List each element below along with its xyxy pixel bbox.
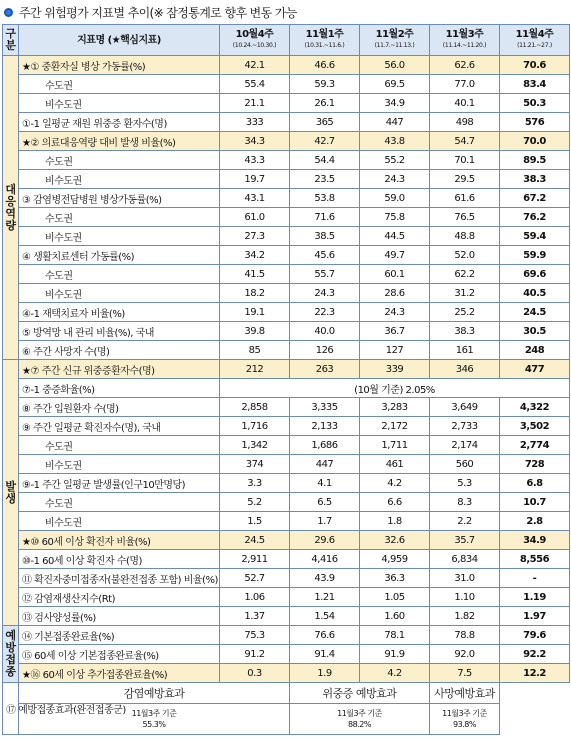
value-cell: 35.7 — [430, 531, 500, 550]
indicator-label: ①-1 일평균 재원 위중증 환자수(명) — [19, 113, 220, 132]
indicator-label: ⑥ 주간 사망자 수(명) — [19, 341, 220, 360]
indicator-label: 수도권 — [19, 208, 220, 227]
table-row — [3, 360, 570, 379]
value-cell: 728 — [500, 455, 570, 474]
table-row — [3, 474, 570, 493]
value-cell: 38.3 — [500, 170, 570, 189]
value-cell: 1.10 — [430, 588, 500, 607]
value-cell: 24.3 — [360, 170, 430, 189]
value-cell: 1.97 — [500, 607, 570, 626]
value-cell: 40.0 — [290, 322, 360, 341]
value-cell: 36.3 — [360, 569, 430, 588]
week-label: 11월3주 — [445, 29, 484, 40]
value-cell: 24.3 — [360, 303, 430, 322]
value-cell: 77.0 — [430, 75, 500, 94]
value-cell: 76.6 — [290, 626, 360, 645]
value-cell: 1,342 — [220, 436, 290, 455]
value-cell: 75.3 — [220, 626, 290, 645]
value-cell: 34.2 — [220, 246, 290, 265]
indicator-label: 비수도권 — [19, 455, 220, 474]
table-row — [3, 512, 570, 531]
value-cell: 8.3 — [430, 493, 500, 512]
table-row — [3, 132, 570, 151]
table-row — [3, 227, 570, 246]
value-cell: 61.6 — [430, 189, 500, 208]
page-title — [0, 0, 571, 24]
value-cell: 62.6 — [430, 56, 500, 75]
value-cell: 2,174 — [430, 436, 500, 455]
value-cell: 6.6 — [360, 493, 430, 512]
value-cell: 2.2 — [430, 512, 500, 531]
indicator-label: ⑬ 검사양성률(%) — [19, 607, 220, 626]
value-cell: 19.1 — [220, 303, 290, 322]
value-cell: 89.5 — [500, 151, 570, 170]
header-week — [220, 25, 290, 56]
value-cell: 2,172 — [360, 417, 430, 436]
value-cell: 2,911 — [220, 550, 290, 569]
value-cell: 34.3 — [220, 132, 290, 151]
table-row — [3, 341, 570, 360]
value-cell: 1.7 — [290, 512, 360, 531]
value-cell: 54.4 — [290, 151, 360, 170]
value-cell: 60.1 — [360, 265, 430, 284]
value-cell: 3,502 — [500, 417, 570, 436]
value-cell: 1.60 — [360, 607, 430, 626]
table-row — [3, 664, 570, 683]
vaccine-effect-basis: 11월3주 기준 — [442, 709, 487, 718]
value-cell: 71.6 — [290, 208, 360, 227]
indicator-label: 수도권 — [19, 151, 220, 170]
value-cell: 1.19 — [500, 588, 570, 607]
indicator-label: 비수도권 — [19, 227, 220, 246]
value-cell: 43.1 — [220, 189, 290, 208]
value-cell: 24.5 — [220, 531, 290, 550]
indicator-label: ③ 감염병전담병원 병상가동률(%) — [19, 189, 220, 208]
value-cell: 62.2 — [430, 265, 500, 284]
value-cell: 31.2 — [430, 284, 500, 303]
value-cell: 34.9 — [360, 94, 430, 113]
value-cell: 59.4 — [500, 227, 570, 246]
table-row — [3, 436, 570, 455]
table-row — [3, 189, 570, 208]
table-header-row — [3, 25, 570, 56]
value-cell: 212 — [220, 360, 290, 379]
indicator-label: ⑪ 확진자중미접종자(불완전접종 포함) 비율(%) — [19, 569, 220, 588]
value-cell: 461 — [360, 455, 430, 474]
value-cell: 55.7 — [290, 265, 360, 284]
value-cell: 36.7 — [360, 322, 430, 341]
value-cell: 1,686 — [290, 436, 360, 455]
table-row — [3, 322, 570, 341]
value-cell: 24.5 — [500, 303, 570, 322]
value-cell: 6,834 — [430, 550, 500, 569]
value-cell: 5.3 — [430, 474, 500, 493]
value-cell: 3,649 — [430, 398, 500, 417]
value-cell: 46.6 — [290, 56, 360, 75]
value-cell: 70.0 — [500, 132, 570, 151]
value-cell: 4,416 — [290, 550, 360, 569]
week-dates: (11.21.~27.) — [517, 42, 552, 49]
risk-indicator-table — [2, 24, 570, 735]
table-row — [3, 569, 570, 588]
value-cell: 38.3 — [430, 322, 500, 341]
value-cell: 92.2 — [500, 645, 570, 664]
header-week — [500, 25, 570, 56]
value-cell: 1.9 — [290, 664, 360, 683]
value-cell: 52.0 — [430, 246, 500, 265]
value-cell: 26.1 — [290, 94, 360, 113]
value-cell: 2,133 — [290, 417, 360, 436]
value-cell: 1.05 — [360, 588, 430, 607]
value-cell: 1,716 — [220, 417, 290, 436]
value-cell: 2,858 — [220, 398, 290, 417]
value-cell: 40.5 — [500, 284, 570, 303]
indicator-label: ④ 생활치료센터 가동률(%) — [19, 246, 220, 265]
value-cell: 56.0 — [360, 56, 430, 75]
indicator-label: 비수도권 — [19, 512, 220, 531]
value-cell: 28.6 — [360, 284, 430, 303]
indicator-label: ★② 의료대응역량 대비 발생 비율(%) — [19, 132, 220, 151]
value-cell: 1.21 — [290, 588, 360, 607]
value-cell: 45.6 — [290, 246, 360, 265]
value-cell: 6.5 — [290, 493, 360, 512]
indicator-label: ★① 중환자실 병상 가동률(%) — [19, 56, 220, 75]
table-row — [3, 56, 570, 75]
value-cell: 2,774 — [500, 436, 570, 455]
title-bullet-icon — [4, 8, 13, 17]
value-cell: 43.3 — [220, 151, 290, 170]
vaccine-effect-value: 55.3% — [142, 720, 166, 729]
value-cell: 92.0 — [430, 645, 500, 664]
value-cell: 2,733 — [430, 417, 500, 436]
table-row — [3, 417, 570, 436]
header-indicator: 지표명 (★핵심지표) — [19, 25, 220, 56]
table-row — [3, 588, 570, 607]
value-cell: 4.1 — [290, 474, 360, 493]
value-cell: 59.9 — [500, 246, 570, 265]
category-cell: 예방접종 — [3, 626, 19, 683]
table-row — [3, 284, 570, 303]
vaccine-effect-value: 93.8% — [453, 720, 476, 729]
indicator-label: ⑤ 방역망 내 관리 비율(%), 국내 — [19, 322, 220, 341]
value-cell: 7.5 — [430, 664, 500, 683]
vaccine-effect-basis: 11월3주 기준 — [337, 709, 382, 718]
week-dates: (11.14.~11.20.) — [442, 42, 487, 49]
indicator-label: ★⑩ 60세 이상 확진자 비율(%) — [19, 531, 220, 550]
indicator-label: ⑮ 60세 이상 기본접종완료율(%) — [19, 645, 220, 664]
indicator-label: 수도권 — [19, 75, 220, 94]
value-cell: 346 — [430, 360, 500, 379]
value-cell: 52.7 — [220, 569, 290, 588]
value-cell: 70.1 — [430, 151, 500, 170]
value-cell: 4.2 — [360, 664, 430, 683]
indicator-label: 비수도권 — [19, 94, 220, 113]
table-row — [3, 379, 570, 398]
value-cell: 76.5 — [430, 208, 500, 227]
value-cell: 374 — [220, 455, 290, 474]
value-cell: 85 — [220, 341, 290, 360]
table-row — [3, 208, 570, 227]
value-cell: 30.5 — [500, 322, 570, 341]
value-cell: 23.5 — [290, 170, 360, 189]
value-cell: 42.1 — [220, 56, 290, 75]
indicator-label: 수도권 — [19, 265, 220, 284]
value-cell: 78.1 — [360, 626, 430, 645]
value-cell: 55.2 — [360, 151, 430, 170]
value-cell: 38.5 — [290, 227, 360, 246]
value-cell: 2.8 — [500, 512, 570, 531]
value-cell: 1.8 — [360, 512, 430, 531]
vaccine-effect-title: 위중증 예방효과 — [290, 683, 430, 704]
value-cell: 1.54 — [290, 607, 360, 626]
value-cell: 498 — [430, 113, 500, 132]
value-cell: 6.8 — [500, 474, 570, 493]
value-cell: 48.8 — [430, 227, 500, 246]
value-cell: 5.2 — [220, 493, 290, 512]
header-week — [290, 25, 360, 56]
value-cell: 3.3 — [220, 474, 290, 493]
value-cell: 44.5 — [360, 227, 430, 246]
value-cell: 161 — [430, 341, 500, 360]
value-cell: 59.3 — [290, 75, 360, 94]
table-row — [3, 113, 570, 132]
value-cell: 333 — [220, 113, 290, 132]
value-cell: 29.6 — [290, 531, 360, 550]
week-dates: (10.31.~11.6.) — [304, 42, 345, 49]
indicator-label: ⑫ 감염재생산지수(Rt) — [19, 588, 220, 607]
week-label: 11월1주 — [305, 29, 344, 40]
value-cell: 0.3 — [220, 664, 290, 683]
header-week — [430, 25, 500, 56]
vaccine-effect-value: 88.2% — [348, 720, 371, 729]
value-cell: 18.2 — [220, 284, 290, 303]
value-cell: 91.4 — [290, 645, 360, 664]
value-cell: 55.4 — [220, 75, 290, 94]
value-cell: 32.6 — [360, 531, 430, 550]
indicator-label: ★⑦ 주간 신규 위중증환자수(명) — [19, 360, 220, 379]
value-cell: 477 — [500, 360, 570, 379]
vaccine-effect-label: ⑰ 예방접종효과(완전접종군) — [3, 683, 19, 735]
value-cell: 560 — [430, 455, 500, 474]
value-cell: 54.7 — [430, 132, 500, 151]
value-cell: 1.5 — [220, 512, 290, 531]
indicator-label: ⑧ 주간 입원환자 수(명) — [19, 398, 220, 417]
value-cell: 69.5 — [360, 75, 430, 94]
table-row — [3, 170, 570, 189]
value-cell: 70.6 — [500, 56, 570, 75]
value-cell: 43.9 — [290, 569, 360, 588]
week-dates: (10.24.~10.30.) — [232, 42, 277, 49]
value-cell: 4.2 — [360, 474, 430, 493]
vaccine-effect-cell — [290, 704, 430, 735]
table-row — [3, 151, 570, 170]
value-cell: 3,283 — [360, 398, 430, 417]
value-cell: 78.8 — [430, 626, 500, 645]
value-cell: 339 — [360, 360, 430, 379]
vaccine-effect-cell — [430, 704, 500, 735]
indicator-label: ⑦-1 중증화율(%) — [19, 379, 220, 398]
category-cell: 대응역량 — [3, 56, 19, 360]
value-cell: 447 — [290, 455, 360, 474]
table-row — [3, 645, 570, 664]
value-cell: 34.9 — [500, 531, 570, 550]
value-cell: 1,711 — [360, 436, 430, 455]
category-cell: 발생 — [3, 360, 19, 626]
table-row — [3, 246, 570, 265]
value-cell: 27.3 — [220, 227, 290, 246]
table-row — [3, 550, 570, 569]
vaccine-effect-title: 감염예방효과 — [19, 683, 290, 704]
table-row — [3, 531, 570, 550]
value-cell: 1.37 — [220, 607, 290, 626]
value-cell: 61.0 — [220, 208, 290, 227]
merged-value-cell: (10월 기준) 2.05% — [220, 379, 570, 398]
value-cell: 3,335 — [290, 398, 360, 417]
vaccine-effect-basis: 11월3주 기준 — [131, 709, 177, 718]
value-cell: - — [500, 569, 570, 588]
indicator-label: 비수도권 — [19, 284, 220, 303]
table-row — [3, 265, 570, 284]
header-category: 구분 — [3, 25, 19, 56]
value-cell: 91.2 — [220, 645, 290, 664]
indicator-label: ⑨-1 주간 일평균 발생률(인구10만명당) — [19, 474, 220, 493]
vaccine-effect-title-row — [3, 683, 570, 704]
value-cell: 50.3 — [500, 94, 570, 113]
week-label: 11월2주 — [375, 29, 414, 40]
value-cell: 76.2 — [500, 208, 570, 227]
value-cell: 1.06 — [220, 588, 290, 607]
week-dates: (11.7.~11.13.) — [374, 42, 415, 49]
indicator-label: ⑭ 기본접종완료율(%) — [19, 626, 220, 645]
indicator-label: 수도권 — [19, 493, 220, 512]
header-week — [360, 25, 430, 56]
value-cell: 75.8 — [360, 208, 430, 227]
value-cell: 49.7 — [360, 246, 430, 265]
indicator-label: ★⑯ 60세 이상 추가접종완료율(%) — [19, 664, 220, 683]
table-row — [3, 94, 570, 113]
value-cell: 21.1 — [220, 94, 290, 113]
value-cell: 40.1 — [430, 94, 500, 113]
value-cell: 69.6 — [500, 265, 570, 284]
value-cell: 53.8 — [290, 189, 360, 208]
value-cell: 4,959 — [360, 550, 430, 569]
value-cell: 10.7 — [500, 493, 570, 512]
table-row — [3, 303, 570, 322]
indicator-label: 비수도권 — [19, 170, 220, 189]
value-cell: 43.8 — [360, 132, 430, 151]
value-cell: 22.3 — [290, 303, 360, 322]
value-cell: 447 — [360, 113, 430, 132]
week-label: 10월4주 — [235, 29, 274, 40]
table-row — [3, 75, 570, 94]
value-cell: 41.5 — [220, 265, 290, 284]
value-cell: 12.2 — [500, 664, 570, 683]
value-cell: 263 — [290, 360, 360, 379]
value-cell: 25.2 — [430, 303, 500, 322]
indicator-label: ⑨ 주간 일평균 확진자수(명), 국내 — [19, 417, 220, 436]
value-cell: 576 — [500, 113, 570, 132]
value-cell: 83.4 — [500, 75, 570, 94]
indicator-label: ④-1 재택치료자 비율(%) — [19, 303, 220, 322]
week-label: 11월4주 — [515, 29, 554, 40]
table-row — [3, 398, 570, 417]
value-cell: 19.7 — [220, 170, 290, 189]
value-cell: 365 — [290, 113, 360, 132]
value-cell: 67.2 — [500, 189, 570, 208]
table-row — [3, 455, 570, 474]
value-cell: 4,322 — [500, 398, 570, 417]
value-cell: 248 — [500, 341, 570, 360]
table-row — [3, 626, 570, 645]
table-row — [3, 607, 570, 626]
value-cell: 59.0 — [360, 189, 430, 208]
value-cell: 29.5 — [430, 170, 500, 189]
value-cell: 79.6 — [500, 626, 570, 645]
value-cell: 39.8 — [220, 322, 290, 341]
value-cell: 126 — [290, 341, 360, 360]
vaccine-effect-title: 사망예방효과 — [430, 683, 500, 704]
value-cell: 31.0 — [430, 569, 500, 588]
indicator-label: ⑩-1 60세 이상 확진자 수(명) — [19, 550, 220, 569]
title-text: 주간 위험평가 지표별 추이(※ 잠정통계로 향후 변동 가능 — [19, 5, 297, 20]
indicator-label: 수도권 — [19, 436, 220, 455]
value-cell: 1.82 — [430, 607, 500, 626]
value-cell: 8,556 — [500, 550, 570, 569]
value-cell: 42.7 — [290, 132, 360, 151]
table-row — [3, 493, 570, 512]
value-cell: 24.3 — [290, 284, 360, 303]
value-cell: 127 — [360, 341, 430, 360]
value-cell: 91.9 — [360, 645, 430, 664]
